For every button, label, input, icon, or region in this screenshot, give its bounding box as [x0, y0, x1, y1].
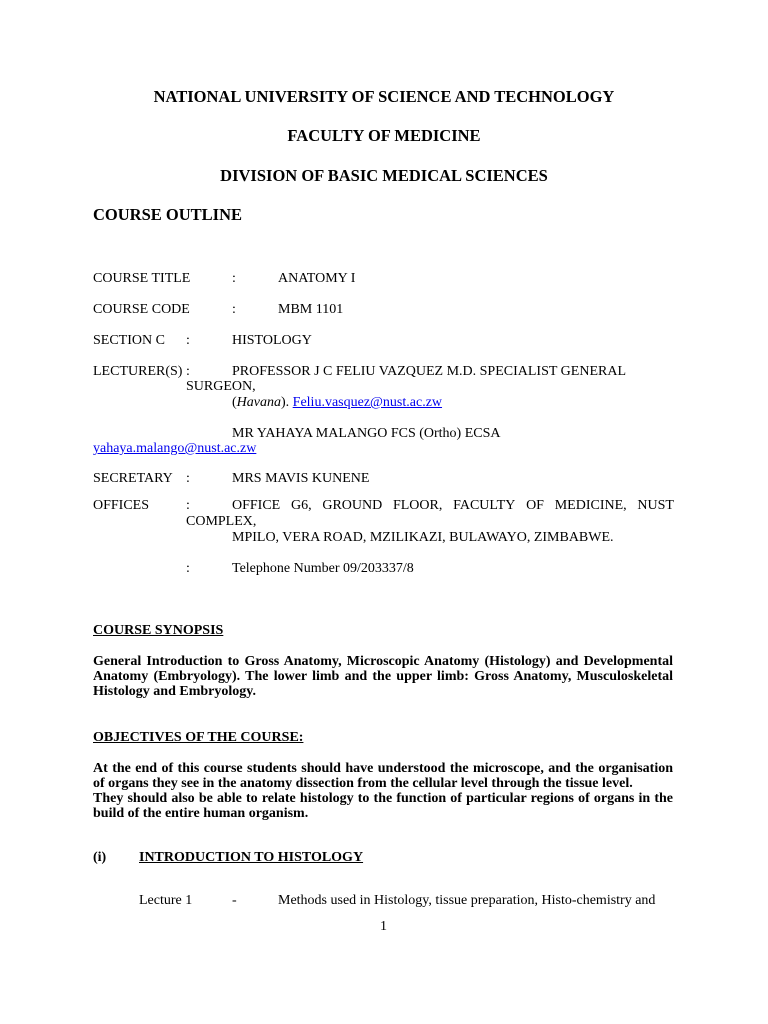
- telephone-sep: :: [186, 561, 190, 576]
- lecturer-2-email-link[interactable]: yahaya.malango@nust.ac.zw: [93, 441, 257, 456]
- office-word: FACULTY: [453, 498, 516, 513]
- division-name: DIVISION OF BASIC MEDICAL SCIENCES: [220, 166, 548, 185]
- secretary-sep: :: [186, 471, 190, 486]
- objectives-line: They should also be able to relate histology to the function of particular regions of organs in the: [93, 791, 673, 806]
- synopsis-line: Anatomy (Embryology). The lower limb and the upper limb: Gross Anatomy, Musculoskeletal: [93, 669, 673, 684]
- office-word: MEDICINE,: [554, 498, 627, 513]
- lecturer-2-name: MR YAHAYA MALANGO FCS (Ortho) ECSA: [232, 426, 501, 441]
- faculty-name: FACULTY OF MEDICINE: [287, 126, 481, 145]
- affiliation-open: (: [232, 395, 237, 410]
- section-i-heading: INTRODUCTION TO HISTOLOGY: [139, 850, 364, 865]
- synopsis-line: Histology and Embryology.: [93, 684, 256, 699]
- course-title-value: ANATOMY I: [278, 271, 356, 286]
- office-word: NUST: [637, 498, 674, 513]
- lecture-1-text: Methods used in Histology, tissue preparation, Histo-chemistry and: [278, 893, 656, 908]
- university-name: NATIONAL UNIVERSITY OF SCIENCE AND TECHNOLOGY: [153, 87, 615, 106]
- course-code-label: COURSE CODE: [93, 302, 190, 317]
- objectives-paragraph: [93, 761, 673, 821]
- synopsis-heading: COURSE SYNOPSIS: [93, 623, 224, 638]
- objectives-line: At the end of this course students should have understood the microscope, and the organisation: [93, 761, 673, 776]
- offices-label: OFFICES: [93, 498, 150, 513]
- office-word: OF: [526, 498, 544, 513]
- telephone-number: Telephone Number 09/203337/8: [232, 561, 414, 576]
- lecturer-1-name-cont: SURGEON,: [186, 379, 256, 394]
- lecturers-label: LECTURER(S): [93, 364, 183, 379]
- course-title-label: COURSE TITLE: [93, 271, 191, 286]
- office-word: OFFICE: [232, 498, 281, 513]
- objectives-heading: OBJECTIVES OF THE COURSE:: [93, 730, 304, 745]
- synopsis-paragraph: [93, 654, 673, 699]
- course-code-value: MBM 1101: [278, 302, 344, 317]
- section-sep: :: [186, 333, 190, 348]
- section-value: HISTOLOGY: [232, 333, 312, 348]
- course-title-sep: :: [232, 271, 236, 286]
- lecturer-1-email-link[interactable]: Feliu.vasquez@nust.ac.zw: [292, 395, 443, 410]
- office-word: G6,: [290, 498, 312, 513]
- lecturer-1-affiliation: [232, 395, 442, 410]
- objectives-line: of organs they see in the anatomy dissection from the cellular level through the tissue level.: [93, 776, 633, 791]
- offices-line-1: [232, 498, 674, 513]
- lecturer-2-email-row: [93, 441, 256, 456]
- secretary-label: SECRETARY: [93, 471, 173, 486]
- secretary-value: MRS MAVIS KUNENE: [232, 471, 370, 486]
- affiliation-close: ).: [281, 395, 290, 410]
- offices-line-1-cont: COMPLEX,: [186, 514, 257, 529]
- office-word: GROUND: [322, 498, 383, 513]
- lecturer-1-name: PROFESSOR J C FELIU VAZQUEZ M.D. SPECIALIST GENERAL: [232, 364, 626, 379]
- offices-sep: :: [186, 498, 190, 513]
- section-i-number: (i): [93, 850, 107, 865]
- affiliation-city: Havana: [236, 395, 281, 410]
- lecturers-sep: :: [186, 364, 190, 379]
- page-number: 1: [380, 919, 387, 934]
- objectives-line: build of the entire human organism.: [93, 806, 309, 821]
- lecture-1-label: Lecture 1: [139, 893, 193, 908]
- document-title: COURSE OUTLINE: [93, 205, 242, 224]
- offices-address: MPILO, VERA ROAD, MZILIKAZI, BULAWAYO, ZIMBABWE.: [232, 530, 614, 545]
- lecture-1-dash: -: [232, 893, 237, 908]
- section-label: SECTION C: [93, 333, 165, 348]
- office-word: FLOOR,: [392, 498, 443, 513]
- synopsis-line: General Introduction to Gross Anatomy, Microscopic Anatomy (Histology) and Developmental: [93, 654, 673, 669]
- course-code-sep: :: [232, 302, 236, 317]
